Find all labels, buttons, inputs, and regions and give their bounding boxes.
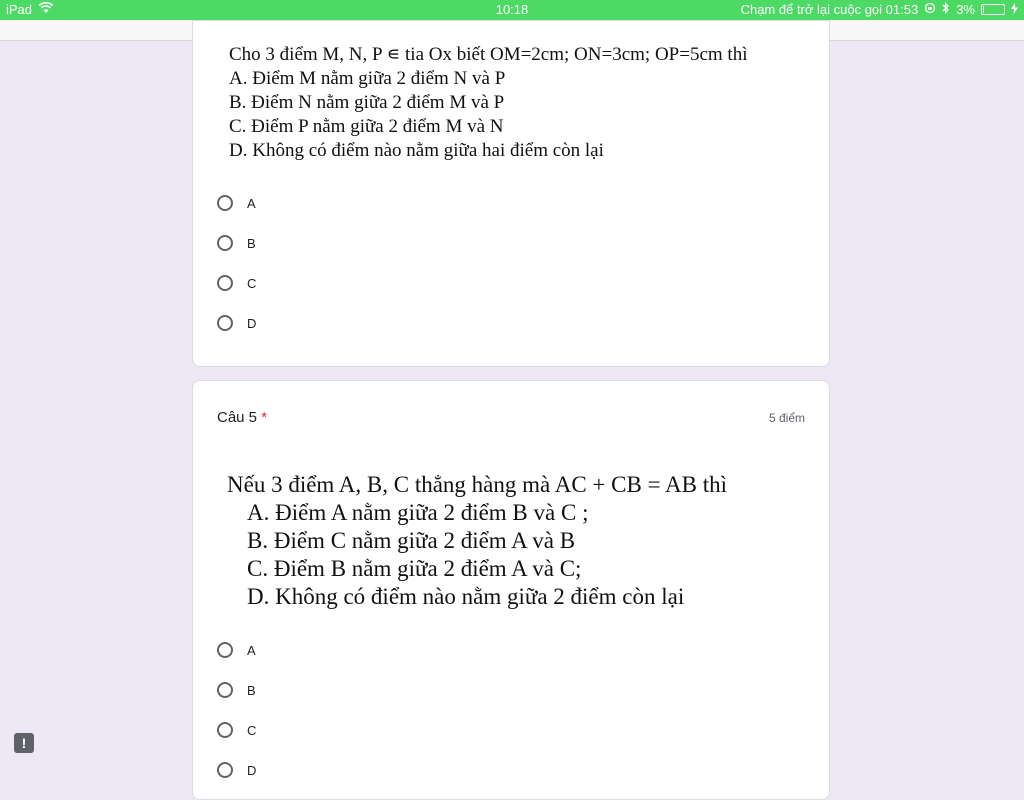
radio-button[interactable] bbox=[217, 275, 233, 291]
question-text: Nếu 3 điểm A, B, C thẳng hàng mà AC + CB = AB thì bbox=[227, 472, 728, 497]
device-name: iPad bbox=[6, 2, 33, 17]
choice-label: C bbox=[247, 275, 257, 291]
radio-button[interactable] bbox=[217, 722, 233, 738]
question-points: 5 điểm bbox=[768, 411, 805, 425]
choice-c[interactable] bbox=[217, 718, 256, 742]
choice-b[interactable] bbox=[217, 231, 256, 255]
radio-button[interactable] bbox=[217, 235, 233, 251]
option-b-text: B. Điểm N nằm giữa 2 điểm M và P bbox=[229, 92, 505, 113]
choice-label: B bbox=[247, 235, 256, 251]
call-banner[interactable]: Chạm để trở lại cuộc gọi 01:53 bbox=[740, 2, 919, 17]
status-right[interactable] bbox=[741, 2, 1018, 17]
choice-label: B bbox=[247, 682, 256, 698]
choice-c[interactable] bbox=[217, 271, 256, 295]
choice-label: A bbox=[247, 195, 256, 211]
choice-label: D bbox=[247, 315, 257, 331]
question-image bbox=[227, 471, 727, 611]
option-d-text: D. Không có điểm nào nằm giữa 2 điểm còn lại bbox=[247, 584, 685, 609]
bluetooth-icon bbox=[942, 2, 950, 17]
question-image bbox=[229, 43, 747, 163]
required-mark: * bbox=[261, 409, 268, 426]
radio-button[interactable] bbox=[217, 682, 233, 698]
charging-icon bbox=[1011, 2, 1018, 17]
option-b-text: B. Điểm C nằm giữa 2 điểm A và B bbox=[247, 528, 576, 553]
option-d-text: D. Không có điểm nào nằm giữa hai điểm còn lại bbox=[229, 140, 604, 161]
choice-a[interactable] bbox=[217, 191, 256, 215]
choice-label: C bbox=[247, 722, 257, 738]
radio-button[interactable] bbox=[217, 762, 233, 778]
status-bar bbox=[0, 0, 1024, 20]
radio-button[interactable] bbox=[217, 195, 233, 211]
choice-label: D bbox=[247, 762, 257, 778]
battery-icon bbox=[981, 4, 1005, 15]
question-card-5 bbox=[192, 380, 830, 800]
option-a-text: A. Điểm A nằm giữa 2 điểm B và C ; bbox=[247, 500, 589, 525]
choice-a[interactable] bbox=[217, 638, 256, 662]
option-c-text: C. Điểm B nằm giữa 2 điểm A và C; bbox=[247, 556, 582, 581]
radio-button[interactable] bbox=[217, 642, 233, 658]
question-title bbox=[217, 409, 267, 426]
radio-button[interactable] bbox=[217, 315, 233, 331]
question-card-4 bbox=[192, 20, 830, 367]
choice-b[interactable] bbox=[217, 678, 256, 702]
choice-d[interactable] bbox=[217, 758, 256, 782]
question-text: Cho 3 điểm M, N, P ∊ tia Ox biết OM=2cm; ON=3cm; OP=5cm thì bbox=[229, 44, 748, 65]
choice-d[interactable] bbox=[217, 311, 256, 335]
orientation-lock-icon bbox=[924, 2, 936, 17]
battery-percent: 3% bbox=[956, 2, 975, 17]
feedback-button[interactable]: ! bbox=[14, 733, 34, 753]
question-number: Câu 5 bbox=[217, 409, 258, 426]
option-a-text: A. Điểm M nằm giữa 2 điểm N và P bbox=[229, 68, 506, 89]
option-c-text: C. Điểm P nằm giữa 2 điểm M và N bbox=[229, 116, 504, 137]
status-time: 10:18 bbox=[495, 2, 529, 17]
choice-label: A bbox=[247, 642, 256, 658]
